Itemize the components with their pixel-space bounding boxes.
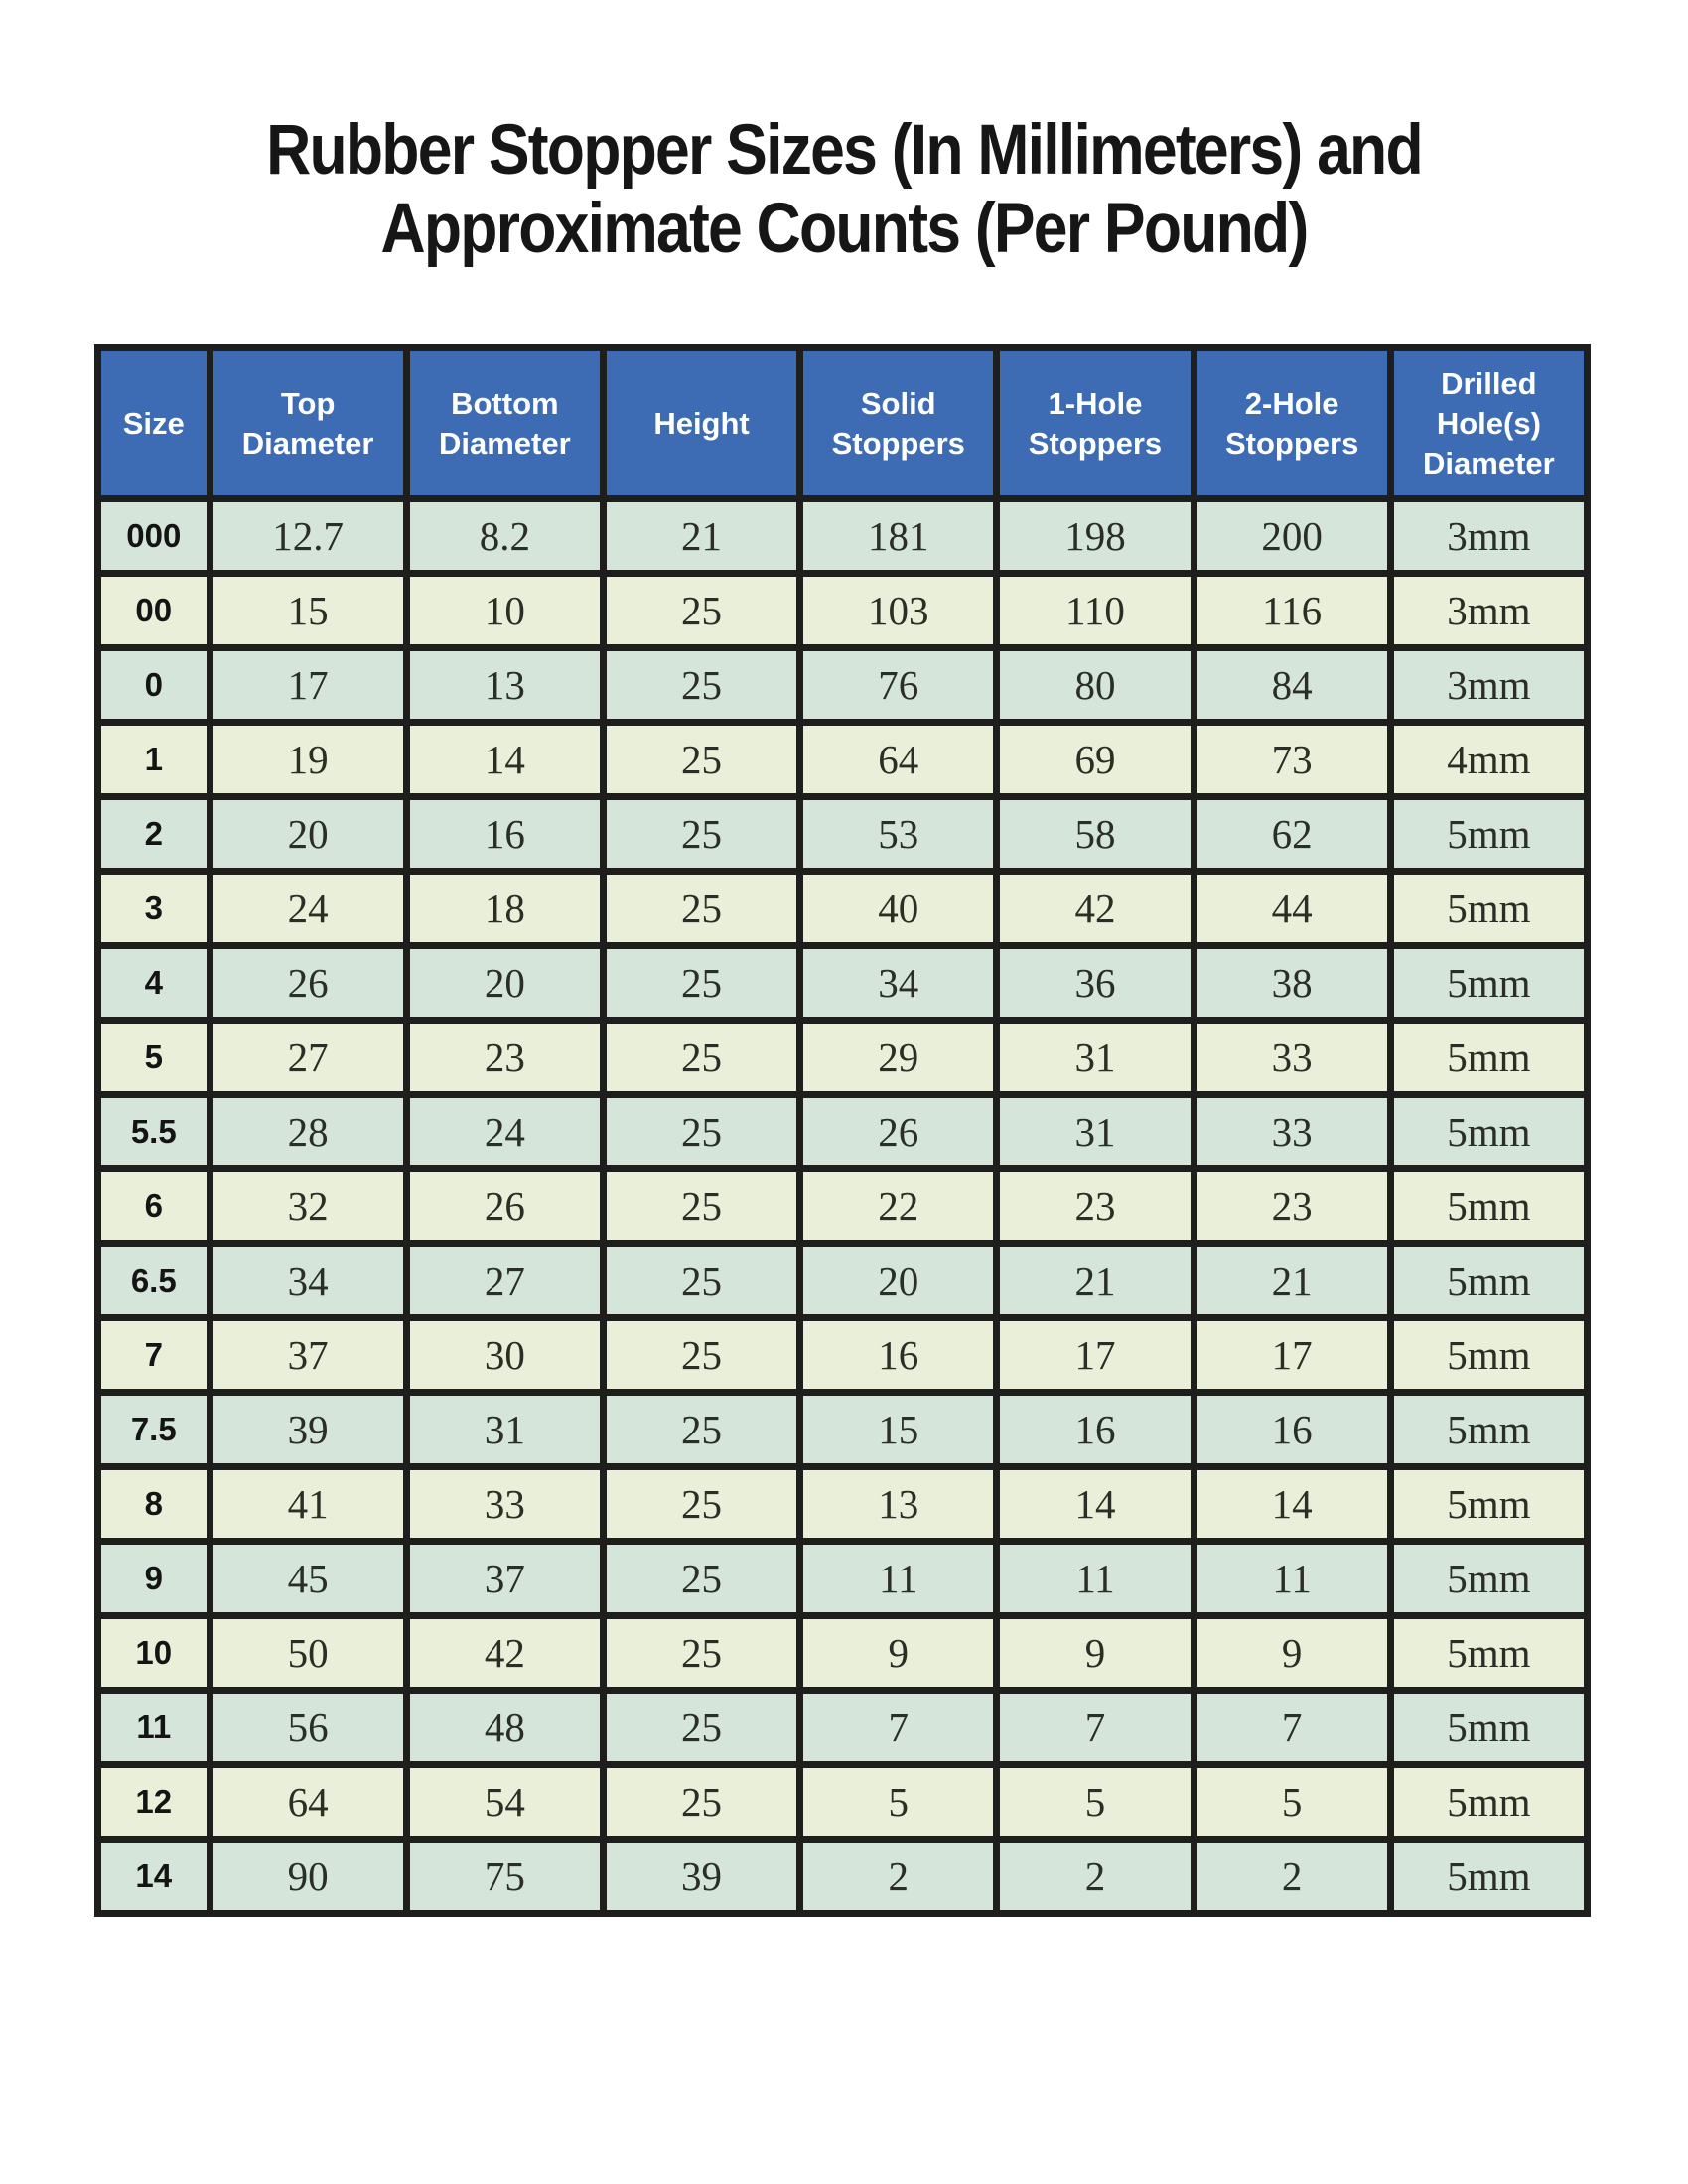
value-cell: 80 (997, 648, 1194, 723)
value-cell: 103 (800, 574, 997, 648)
column-header-top-diameter: Top Diameter (210, 348, 406, 499)
value-cell: 20 (406, 946, 603, 1021)
value-cell: 45 (210, 1542, 406, 1616)
size-cell: 5.5 (98, 1095, 211, 1169)
value-cell: 25 (603, 1169, 799, 1244)
value-cell: 7 (1194, 1691, 1390, 1765)
column-header-drilled-hole-s-diameter: Drilled Hole(s) Diameter (1390, 348, 1587, 499)
value-cell: 10 (406, 574, 603, 648)
value-cell: 64 (210, 1765, 406, 1840)
value-cell: 38 (1194, 946, 1390, 1021)
table-row (98, 1244, 1588, 1318)
page-title (101, 111, 1587, 268)
value-cell: 3mm (1390, 574, 1587, 648)
stopper-size-table (94, 344, 1591, 1917)
column-header-height: Height (603, 348, 799, 499)
table-row (98, 1095, 1588, 1169)
value-cell: 31 (406, 1393, 603, 1467)
value-cell: 32 (210, 1169, 406, 1244)
value-cell: 30 (406, 1318, 603, 1393)
value-cell: 90 (210, 1840, 406, 1914)
size-cell: 1 (98, 723, 211, 797)
value-cell: 7 (800, 1691, 997, 1765)
value-cell: 9 (1194, 1616, 1390, 1691)
value-cell: 73 (1194, 723, 1390, 797)
value-cell: 5 (997, 1765, 1194, 1840)
value-cell: 5mm (1390, 1691, 1587, 1765)
value-cell: 21 (997, 1244, 1194, 1318)
value-cell: 9 (997, 1616, 1194, 1691)
value-cell: 5mm (1390, 1169, 1587, 1244)
value-cell: 58 (997, 797, 1194, 872)
value-cell: 64 (800, 723, 997, 797)
value-cell: 25 (603, 574, 799, 648)
value-cell: 42 (997, 872, 1194, 946)
value-cell: 34 (210, 1244, 406, 1318)
value-cell: 44 (1194, 872, 1390, 946)
value-cell: 11 (800, 1542, 997, 1616)
value-cell: 25 (603, 1318, 799, 1393)
value-cell: 25 (603, 946, 799, 1021)
table-row (98, 1616, 1588, 1691)
value-cell: 13 (800, 1467, 997, 1542)
value-cell: 16 (406, 797, 603, 872)
value-cell: 25 (603, 1021, 799, 1095)
value-cell: 3mm (1390, 648, 1587, 723)
table-row (98, 723, 1588, 797)
value-cell: 25 (603, 723, 799, 797)
value-cell: 33 (406, 1467, 603, 1542)
value-cell: 39 (210, 1393, 406, 1467)
size-cell: 3 (98, 872, 211, 946)
value-cell: 31 (997, 1095, 1194, 1169)
value-cell: 25 (603, 1095, 799, 1169)
value-cell: 69 (997, 723, 1194, 797)
value-cell: 20 (210, 797, 406, 872)
page-title-line2: Approximate Counts (Per Pound) (380, 190, 1308, 268)
value-cell: 19 (210, 723, 406, 797)
value-cell: 7 (997, 1691, 1194, 1765)
value-cell: 17 (210, 648, 406, 723)
value-cell: 29 (800, 1021, 997, 1095)
value-cell: 37 (406, 1542, 603, 1616)
value-cell: 2 (800, 1840, 997, 1914)
value-cell: 17 (1194, 1318, 1390, 1393)
page-title-line1: Rubber Stopper Sizes (In Millimeters) and (266, 111, 1422, 190)
value-cell: 75 (406, 1840, 603, 1914)
value-cell: 48 (406, 1691, 603, 1765)
table-row (98, 1467, 1588, 1542)
table-row (98, 1318, 1588, 1393)
header-row (98, 348, 1588, 499)
size-cell: 2 (98, 797, 211, 872)
value-cell: 25 (603, 1616, 799, 1691)
value-cell: 23 (1194, 1169, 1390, 1244)
value-cell: 26 (406, 1169, 603, 1244)
value-cell: 62 (1194, 797, 1390, 872)
value-cell: 11 (1194, 1542, 1390, 1616)
value-cell: 21 (603, 499, 799, 574)
value-cell: 5mm (1390, 1021, 1587, 1095)
value-cell: 15 (210, 574, 406, 648)
table-row (98, 574, 1588, 648)
value-cell: 25 (603, 1542, 799, 1616)
column-header-solid-stoppers: Solid Stoppers (800, 348, 997, 499)
value-cell: 11 (997, 1542, 1194, 1616)
value-cell: 116 (1194, 574, 1390, 648)
value-cell: 5 (800, 1765, 997, 1840)
value-cell: 4mm (1390, 723, 1587, 797)
size-cell: 7.5 (98, 1393, 211, 1467)
table-body (98, 499, 1588, 1914)
table-row (98, 797, 1588, 872)
value-cell: 25 (603, 797, 799, 872)
value-cell: 5mm (1390, 946, 1587, 1021)
value-cell: 14 (1194, 1467, 1390, 1542)
value-cell: 5mm (1390, 797, 1587, 872)
value-cell: 26 (800, 1095, 997, 1169)
size-cell: 000 (98, 499, 211, 574)
value-cell: 2 (997, 1840, 1194, 1914)
value-cell: 53 (800, 797, 997, 872)
size-cell: 5 (98, 1021, 211, 1095)
value-cell: 5mm (1390, 1318, 1587, 1393)
column-header-bottom-diameter: Bottom Diameter (406, 348, 603, 499)
size-cell: 4 (98, 946, 211, 1021)
value-cell: 17 (997, 1318, 1194, 1393)
value-cell: 9 (800, 1616, 997, 1691)
table-row (98, 1765, 1588, 1840)
value-cell: 198 (997, 499, 1194, 574)
column-header-1-hole-stoppers: 1-Hole Stoppers (997, 348, 1194, 499)
value-cell: 54 (406, 1765, 603, 1840)
value-cell: 23 (997, 1169, 1194, 1244)
value-cell: 14 (406, 723, 603, 797)
value-cell: 5 (1194, 1765, 1390, 1840)
value-cell: 84 (1194, 648, 1390, 723)
value-cell: 27 (210, 1021, 406, 1095)
table-row (98, 1542, 1588, 1616)
value-cell: 41 (210, 1467, 406, 1542)
value-cell: 36 (997, 946, 1194, 1021)
table-row (98, 499, 1588, 574)
value-cell: 40 (800, 872, 997, 946)
value-cell: 26 (210, 946, 406, 1021)
value-cell: 27 (406, 1244, 603, 1318)
value-cell: 22 (800, 1169, 997, 1244)
value-cell: 5mm (1390, 1244, 1587, 1318)
value-cell: 25 (603, 1765, 799, 1840)
size-cell: 11 (98, 1691, 211, 1765)
value-cell: 200 (1194, 499, 1390, 574)
value-cell: 76 (800, 648, 997, 723)
column-header-size: Size (98, 348, 211, 499)
table-row (98, 946, 1588, 1021)
size-cell: 9 (98, 1542, 211, 1616)
table-row (98, 1840, 1588, 1914)
value-cell: 42 (406, 1616, 603, 1691)
value-cell: 15 (800, 1393, 997, 1467)
table-header (98, 348, 1588, 499)
size-cell: 6.5 (98, 1244, 211, 1318)
table-row (98, 1393, 1588, 1467)
size-cell: 00 (98, 574, 211, 648)
value-cell: 2 (1194, 1840, 1390, 1914)
value-cell: 18 (406, 872, 603, 946)
value-cell: 21 (1194, 1244, 1390, 1318)
value-cell: 25 (603, 648, 799, 723)
column-header-2-hole-stoppers: 2-Hole Stoppers (1194, 348, 1390, 499)
value-cell: 37 (210, 1318, 406, 1393)
value-cell: 5mm (1390, 1840, 1587, 1914)
value-cell: 34 (800, 946, 997, 1021)
value-cell: 56 (210, 1691, 406, 1765)
size-cell: 0 (98, 648, 211, 723)
value-cell: 3mm (1390, 499, 1587, 574)
value-cell: 28 (210, 1095, 406, 1169)
value-cell: 39 (603, 1840, 799, 1914)
value-cell: 5mm (1390, 1616, 1587, 1691)
value-cell: 5mm (1390, 1393, 1587, 1467)
size-cell: 8 (98, 1467, 211, 1542)
value-cell: 25 (603, 1691, 799, 1765)
value-cell: 25 (603, 872, 799, 946)
value-cell: 16 (1194, 1393, 1390, 1467)
value-cell: 5mm (1390, 1542, 1587, 1616)
value-cell: 50 (210, 1616, 406, 1691)
table-row (98, 872, 1588, 946)
value-cell: 31 (997, 1021, 1194, 1095)
size-cell: 7 (98, 1318, 211, 1393)
value-cell: 5mm (1390, 872, 1587, 946)
value-cell: 5mm (1390, 1765, 1587, 1840)
size-cell: 14 (98, 1840, 211, 1914)
value-cell: 12.7 (210, 499, 406, 574)
value-cell: 16 (997, 1393, 1194, 1467)
value-cell: 16 (800, 1318, 997, 1393)
value-cell: 33 (1194, 1095, 1390, 1169)
value-cell: 5mm (1390, 1467, 1587, 1542)
value-cell: 110 (997, 574, 1194, 648)
value-cell: 13 (406, 648, 603, 723)
value-cell: 20 (800, 1244, 997, 1318)
size-cell: 6 (98, 1169, 211, 1244)
table-row (98, 1021, 1588, 1095)
value-cell: 24 (210, 872, 406, 946)
value-cell: 24 (406, 1095, 603, 1169)
table-row (98, 1691, 1588, 1765)
table-row (98, 1169, 1588, 1244)
value-cell: 14 (997, 1467, 1194, 1542)
value-cell: 25 (603, 1244, 799, 1318)
value-cell: 25 (603, 1467, 799, 1542)
size-cell: 12 (98, 1765, 211, 1840)
value-cell: 8.2 (406, 499, 603, 574)
value-cell: 33 (1194, 1021, 1390, 1095)
value-cell: 5mm (1390, 1095, 1587, 1169)
value-cell: 25 (603, 1393, 799, 1467)
size-cell: 10 (98, 1616, 211, 1691)
table-row (98, 648, 1588, 723)
value-cell: 23 (406, 1021, 603, 1095)
value-cell: 181 (800, 499, 997, 574)
